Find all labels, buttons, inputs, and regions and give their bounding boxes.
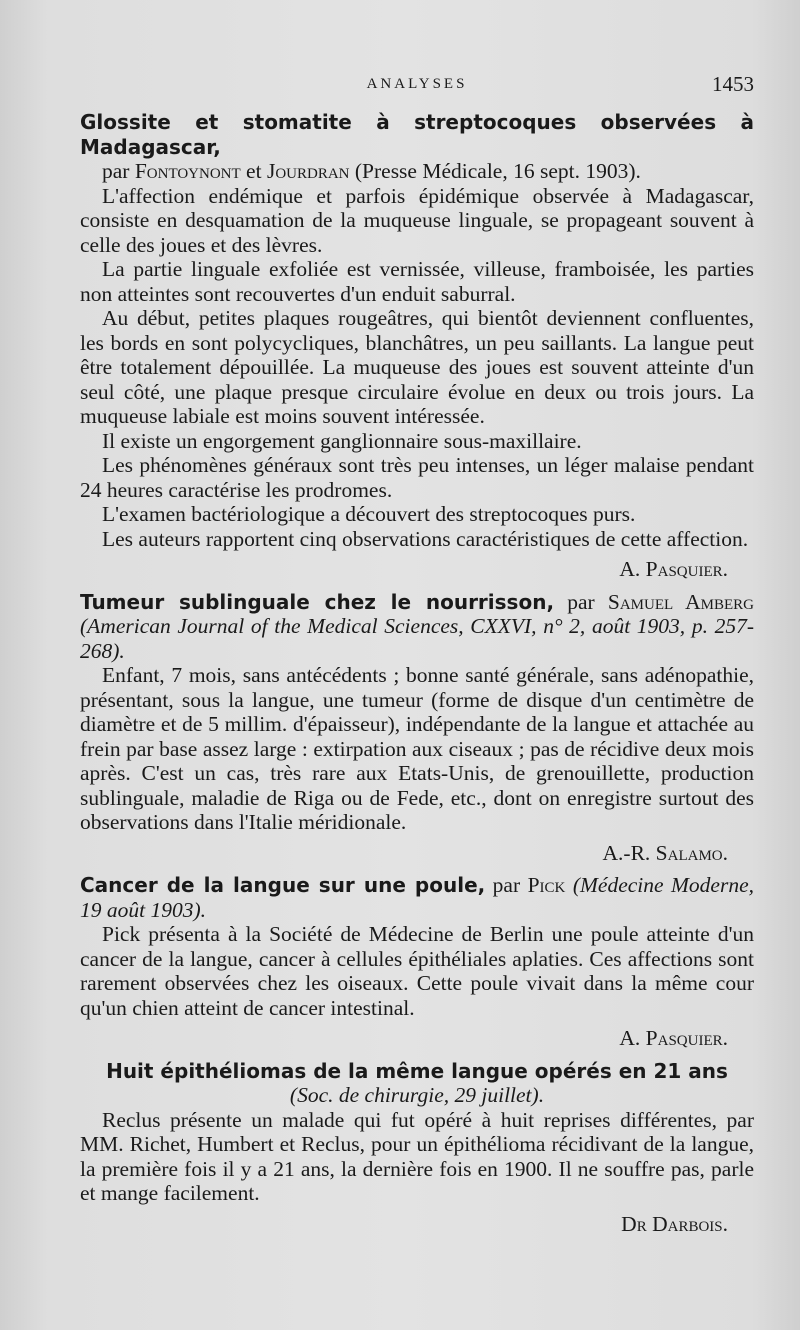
article-source: (American Journal of the Medical Sciences, CXXVI, n° 2, août 1903, p. 257-268).	[80, 614, 754, 663]
signature: A. Pasquier.	[619, 557, 728, 581]
paragraph: L'examen bactériologique a découvert des streptocoques purs.	[102, 502, 636, 526]
paragraph: Les phénomènes généraux sont très peu intenses, un léger malaise pendant 24 heures caractérise les prodromes.	[80, 453, 754, 502]
byline-par: par	[485, 873, 528, 897]
author-name: Pick	[527, 873, 566, 897]
author-name: Jourdran	[266, 159, 350, 183]
article-glossite	[80, 110, 754, 582]
article-heading	[80, 873, 754, 922]
author-name: Fontoynont	[134, 159, 241, 183]
paragraph: Enfant, 7 mois, sans antécédents ; bonne santé générale, sans adénopathie, présentant, sous la langue, une tumeur (forme de disque d'un centimètre de diamètre et de 5 millim. d'épaisseur), indépendante de la langue et attachée au frein par base assez large : extirpation aux ciseaux ; pas de récidive deux mois après. C'est un cas, très rare aux Etats-Unis, de grenouillette, production sublinguale, maladie de Riga ou de Fede, etc., dont on enregistre surtout des observations dans l'Italie méridionale.	[80, 663, 754, 834]
byline-par: par	[102, 159, 135, 183]
article-heading	[80, 110, 754, 184]
paragraph: Reclus présente un malade qui fut opéré à huit reprises différentes, par MM. Richet, Humbert et Reclus, pour un épithélioma récidivant de la langue, la première fois il y a 21 ans, la dernière fois en 1900. Il ne souffre pas, parle et mange facilement.	[80, 1107, 754, 1205]
signature: A. Pasquier.	[619, 1026, 728, 1050]
paragraph: La partie linguale exfoliée est vernissée, villeuse, framboisée, les parties non atteintes sont recouvertes d'un enduit saburral.	[80, 257, 754, 306]
article-title: Huit épithéliomas de la même langue opérés en 21 ans	[106, 1058, 728, 1083]
running-head	[80, 68, 754, 104]
article-cancer-poule	[80, 873, 754, 1051]
article-huit-epitheliomas	[80, 1059, 754, 1237]
article-title: Glossite et stomatite à streptocoques observées à Madagascar,	[80, 110, 754, 159]
paragraph: Au début, petites plaques rougeâtres, qui bientôt deviennent confluentes, les bords en sont polycycliques, blanchâtres, un peu saillants. La langue peut être totalement dépouillée. La muqueuse des joues est souvent atteinte d'un seul côté, une plaque presque circulaire évolue en deux ou trois jours. La muqueuse labiale est moins souvent intéressée.	[80, 306, 754, 428]
paragraph: Pick présenta à la Société de Médecine de Berlin une poule atteinte d'un cancer de la langue, cancer à cellules épithéliales aplaties. Ces affections sont rarement observées chez les oiseaux. Cette poule vivait dans la même cour qu'un chien atteint de cancer intestinal.	[80, 922, 754, 1020]
article-heading	[80, 590, 754, 664]
article-source: (Soc. de chirurgie, 29 juillet).	[289, 1083, 545, 1107]
article-heading	[80, 1059, 754, 1108]
signature: Dr Darbois.	[621, 1211, 728, 1236]
author-name: Samuel Amberg	[607, 589, 755, 614]
running-title: ANALYSES	[366, 76, 468, 92]
signature: A.-R. Salamo.	[602, 840, 728, 865]
article-byline	[80, 159, 754, 184]
article-title: Cancer de la langue sur une poule,	[80, 873, 486, 897]
page-number: 1453	[712, 72, 754, 96]
paragraph: L'affection endémique et parfois épidémique observée à Madagascar, consiste en desquamation de la muqueuse linguale, se propageant souvent à celle des joues et des lèvres.	[80, 183, 754, 257]
article-title: Tumeur sublinguale chez le nourrisson,	[80, 589, 555, 614]
article-tumeur-sublinguale	[80, 590, 754, 866]
byline-par: par	[554, 589, 608, 614]
paragraph: Les auteurs rapportent cinq observations caractéristiques de cette affection.	[102, 526, 749, 551]
paragraph: Il existe un engorgement ganglionnaire sous-maxillaire.	[102, 428, 582, 453]
byline-et: et	[240, 159, 267, 183]
article-source: (Presse Médicale, 16 sept. 1903).	[349, 159, 641, 183]
article-source: (Médecine Moderne, 19 août 1903).	[80, 873, 754, 922]
